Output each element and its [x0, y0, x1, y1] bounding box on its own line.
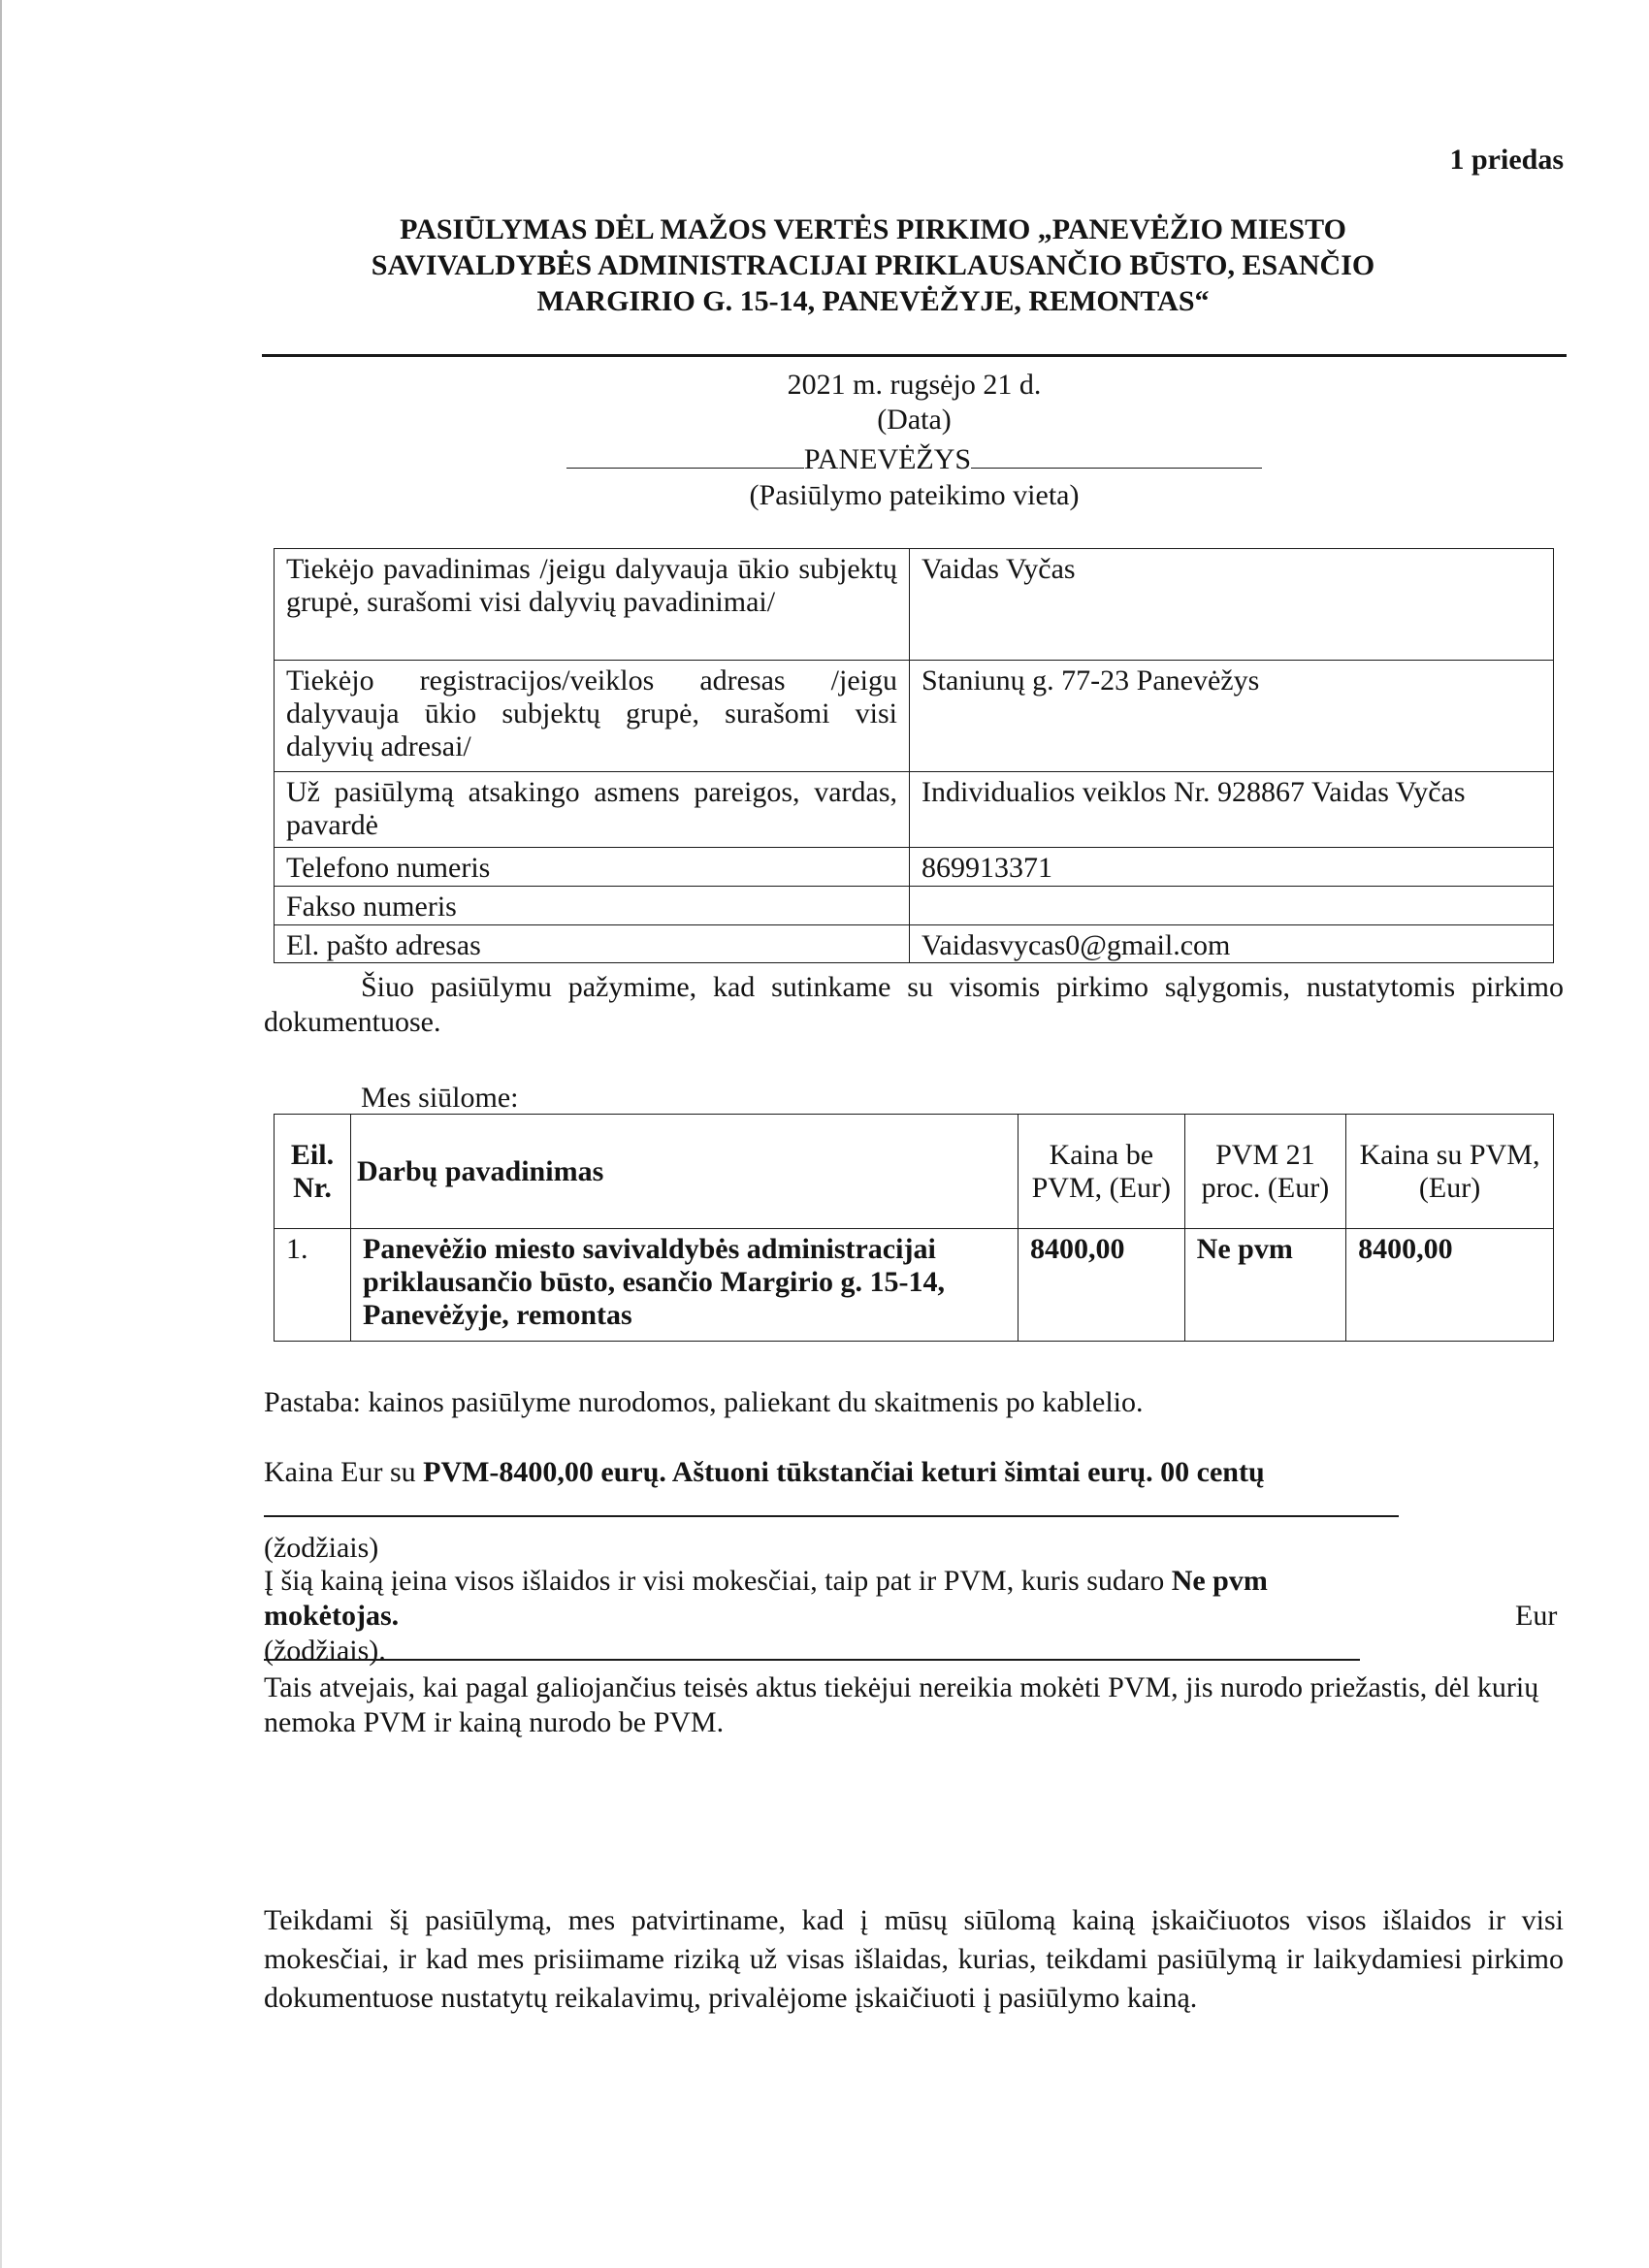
- fax-value: [910, 887, 1554, 925]
- email-value: Vaidasvycas0@gmail.com: [910, 925, 1554, 963]
- supplier-address-value: Staniunų g. 77-23 Panevėžys: [910, 661, 1554, 772]
- responsible-person-label: Už pasiūlymą atsakingo asmens pareigos, vardas, pavardė: [275, 772, 910, 848]
- row-no: 1.: [275, 1229, 351, 1342]
- date-value: 2021 m. rugsėjo 21 d.: [787, 369, 1042, 401]
- phone-value: 869913371: [910, 848, 1554, 887]
- price-words-prefix: Kaina Eur su: [264, 1456, 424, 1488]
- row-name: Panevėžio miesto savivaldybės administracijai priklausančio būsto, esančio Margirio g. 15-14, Panevėžyje, remontas: [351, 1229, 1018, 1342]
- supplier-address-label: Tiekėjo registracijos/veiklos adresas /jeigu dalyvauja ūkio subjektų grupė, surašomi visi dalyvių adresai/: [275, 661, 910, 772]
- annex-label: 1 priedas: [1449, 144, 1564, 176]
- place-value: PANEVĖŽYS: [803, 443, 972, 475]
- place-fill-right: [971, 438, 1262, 469]
- header-vat: PVM 21 proc. (Eur): [1184, 1115, 1345, 1229]
- date-caption: (Data): [877, 404, 952, 436]
- agreement-paragraph: Šiuo pasiūlymu pažymime, kad sutinkame su visomis pirkimo sąlygomis, nustatytomis pirkimo dokumentuose.: [264, 971, 1564, 1038]
- supplier-name-value: Vaidas Vyčas: [910, 549, 1554, 661]
- row-price-inc-vat: 8400,00: [1346, 1229, 1554, 1342]
- exemption-paragraph: Tais atvejais, kai pagal galiojančius teisės aktus tiekėjui nereikia mokėti PVM, jis nurodo priežastis, dėl kurių nemoka PVM ir kainą nurodo be PVM.: [264, 1671, 1539, 1738]
- header-price-ex-vat: Kaina be PVM, (Eur): [1018, 1115, 1184, 1229]
- header-price-inc-vat: Kaina su PVM, (Eur): [1346, 1115, 1554, 1229]
- supplier-info-table: [274, 548, 1554, 963]
- price-words-value: PVM-8400,00 eurų. Aštuoni tūkstančiai keturi šimtai eurų. 00 centų: [423, 1456, 1265, 1488]
- vat-words-value: Ne pvm mokėtojas.: [264, 1565, 1268, 1632]
- table-row: [275, 887, 1554, 925]
- table-row: [275, 1229, 1554, 1342]
- fax-label: Fakso numeris: [275, 887, 910, 925]
- vat-words-prefix: Į šią kainą įeina visos išlaidos ir visi mokesčiai, taip pat ir PVM, kuris sudaro: [264, 1565, 1172, 1597]
- place-line: [262, 438, 1567, 476]
- we-offer-label: Mes siūlome:: [361, 1082, 519, 1114]
- offer-table-header-row: [275, 1115, 1554, 1229]
- vat-words-caption: (žodžiais).: [264, 1635, 386, 1667]
- place-caption: (Pasiūlymo pateikimo vieta): [749, 479, 1080, 511]
- header-name: Darbų pavadinimas: [351, 1115, 1018, 1229]
- table-row: [275, 772, 1554, 848]
- place-fill-left: [566, 438, 804, 469]
- title-line-1: PASIŪLYMAS DĖL MAŽOS VERTĖS PIRKIMO „PANEVĖŽIO MIESTO: [400, 213, 1346, 245]
- header-no: Eil. Nr.: [275, 1115, 351, 1229]
- phone-label: Telefono numeris: [275, 848, 910, 887]
- table-row: [275, 925, 1554, 963]
- table-row: [275, 549, 1554, 661]
- offer-table: [274, 1114, 1554, 1342]
- email-label: El. pašto adresas: [275, 925, 910, 963]
- price-words-caption: (žodžiais): [264, 1532, 379, 1564]
- vat-words-unit: Eur: [1515, 1600, 1558, 1632]
- row-vat: Ne pvm: [1184, 1229, 1345, 1342]
- title-line-2: SAVIVALDYBĖS ADMINISTRACIJAI PRIKLAUSANČIO BŪSTO, ESANČIO: [371, 249, 1375, 281]
- table-row: [275, 661, 1554, 772]
- title-divider: [262, 354, 1567, 357]
- table-row: [275, 848, 1554, 887]
- title-line-3: MARGIRIO G. 15-14, PANEVĖŽYJE, REMONTAS“: [536, 285, 1210, 317]
- price-in-words: [264, 1455, 1496, 1526]
- document-title: [262, 211, 1484, 319]
- confirmation-paragraph: Teikdami šį pasiūlymą, mes patvirtiname, kad į mūsų siūlomą kainą įskaičiuotos visos išlaidos ir visi mokesčiai, ir kad mes prisiimame riziką už visas išlaidas, kurias, teikdami pasiūlymą ir laikydamiesi pirkimo dokumentuose nustatytų reikalavimų, privalėjome įskaičiuoti į pasiūlymo kainą.: [264, 1904, 1564, 2014]
- price-words-fill: [264, 1490, 1399, 1517]
- row-price-ex-vat: 8400,00: [1018, 1229, 1184, 1342]
- supplier-name-label: Tiekėjo pavadinimas /jeigu dalyvauja ūkio subjektų grupė, surašomi visi dalyvių pavadinimai/: [275, 549, 910, 661]
- scan-margin-edge: [0, 0, 2, 2268]
- note-paragraph: Pastaba: kainos pasiūlyme nurodomos, paliekant du skaitmenis po kablelio.: [264, 1386, 1144, 1418]
- responsible-person-value: Individualios veiklos Nr. 928867 Vaidas Vyčas: [910, 772, 1554, 848]
